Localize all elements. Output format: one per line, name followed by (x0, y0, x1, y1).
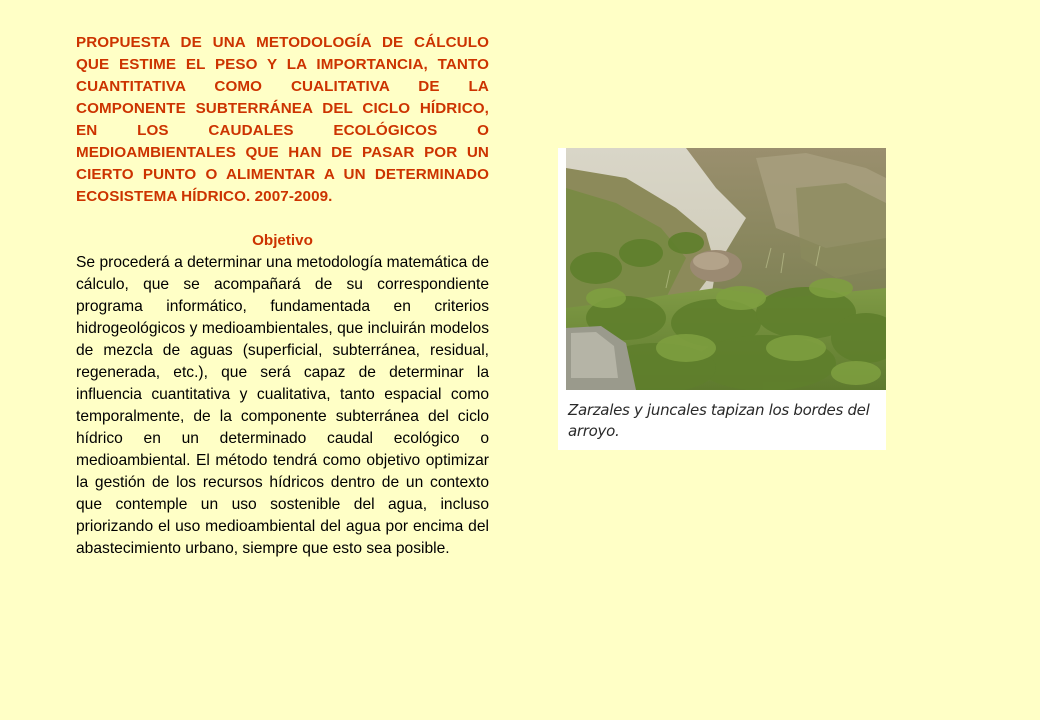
landscape-photo (566, 148, 886, 390)
objective-heading: Objetivo (252, 232, 313, 249)
objective-body: Se procederá a determinar una metodología matemática de cálculo, que se acompañará de su correspondiente programa informático, fundamentada en criterios hidrogeológicos y medioambientales, que incluirán modelos de mezcla de aguas (superficial, subterránea, residual, regenerada, etc.), que será capaz de determinar la influencia cuantitativa y cualitativa, tanto espacial como temporalmente, de la componente subterránea del ciclo hídrico en un determinado caudal ecológico o medioambiental. El método tendrá como objetivo optimizar la gestión de los recursos hídricos dentro de un contexto que contemple un uso sostenible del agua, incluso priorizando el uso medioambiental del agua por encima del abastecimiento urbano, siempre que esto sea posible. (76, 254, 489, 557)
text-column (76, 32, 489, 560)
document-title: PROPUESTA DE UNA METODOLOGÍA DE CÁLCULO QUE ESTIME EL PESO Y LA IMPORTANCIA, TANTO CUANTITATIVA COMO CUALITATIVA DE LA COMPONENTE SUBTERRÁNEA DEL CICLO HÍDRICO, EN LOS CAUDALES ECOLÓGICOS O MEDIOAMBIENTALES QUE HAN DE PASAR POR UN CIERTO PUNTO O ALIMENTAR A UN DETERMINADO ECOSISTEMA HÍDRICO. 2007-2009. (76, 34, 489, 205)
photo-card (558, 148, 886, 450)
photo-caption: Zarzales y juncales tapizan los bordes del arroyo. (568, 401, 870, 440)
